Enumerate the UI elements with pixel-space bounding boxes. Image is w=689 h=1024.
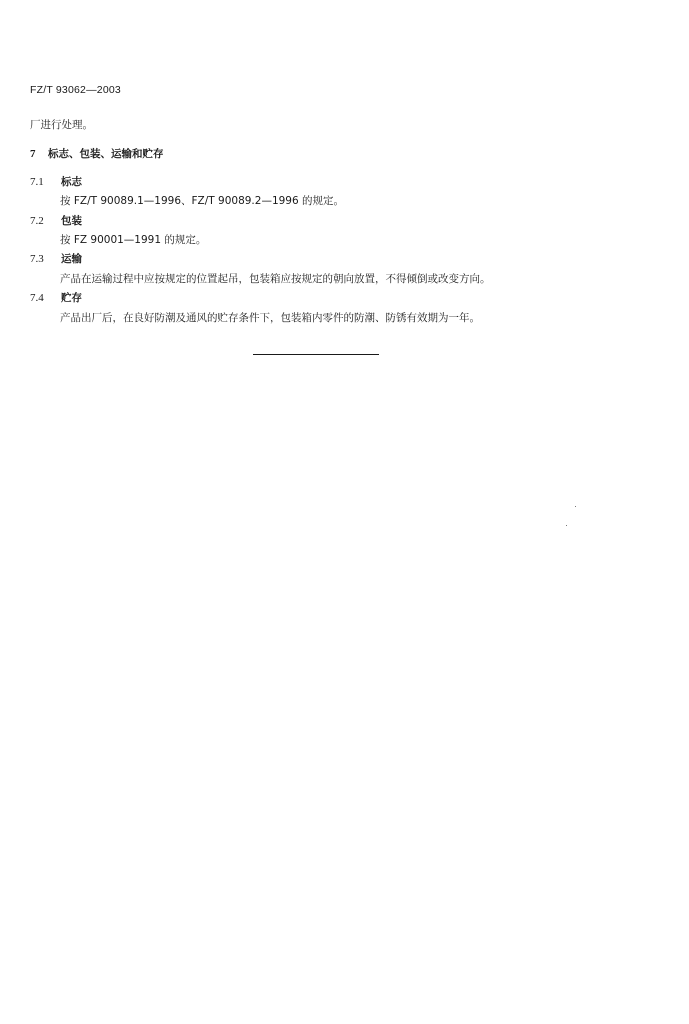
clause-body: 按 FZ/T 90089.1—1996、FZ/T 90089.2—1996 的规定。 <box>60 195 345 207</box>
end-of-document-rule <box>253 354 379 355</box>
clause-title: 贮存 <box>61 292 82 304</box>
continuation-text: 厂进行处理。 <box>30 119 93 131</box>
section-title: 标志、包装、运输和贮存 <box>48 148 164 160</box>
clause-body: 产品出厂后，在良好防潮及通风的贮存条件下，包装箱内零件的防潮、防锈有效期为一年。 <box>60 312 480 324</box>
clause-number: 7.1 <box>30 176 44 188</box>
section-number: 7 <box>30 148 36 160</box>
standard-number-header: FZ/T 93062—2003 <box>30 84 121 96</box>
clause-title: 标志 <box>61 176 82 188</box>
scan-speck <box>575 506 576 507</box>
clause-title: 运输 <box>61 253 82 265</box>
clause-number: 7.4 <box>30 292 44 304</box>
clause-body: 按 FZ 90001—1991 的规定。 <box>60 234 207 246</box>
clause-number: 7.2 <box>30 215 44 227</box>
clause-body: 产品在运输过程中应按规定的位置起吊，包装箱应按规定的朝向放置，不得倾倒或改变方向。 <box>60 273 491 285</box>
scan-speck <box>566 525 567 526</box>
clause-title: 包装 <box>61 215 82 227</box>
clause-number: 7.3 <box>30 253 44 265</box>
